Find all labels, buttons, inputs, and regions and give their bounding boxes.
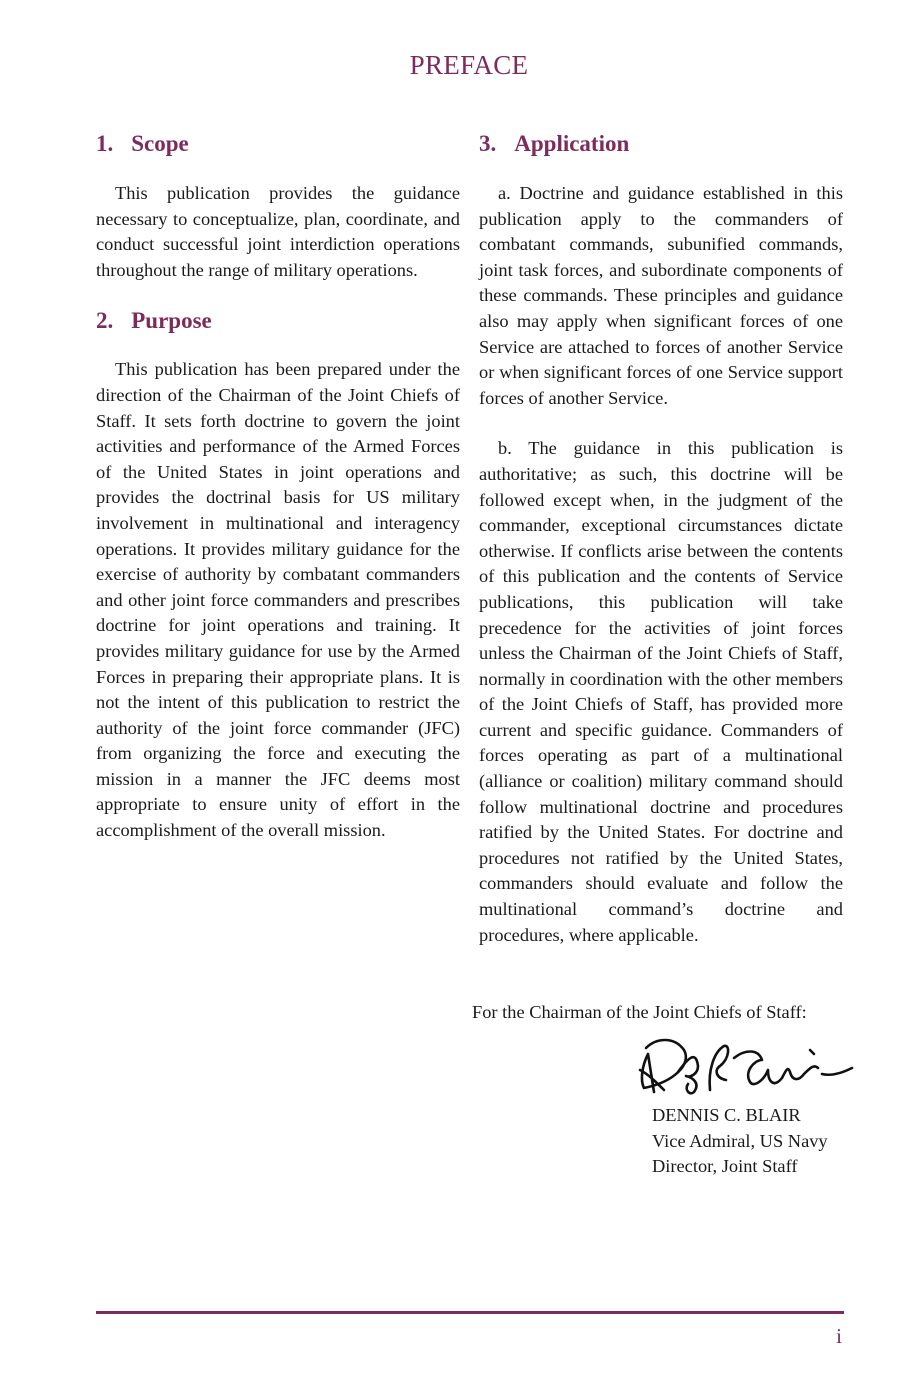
application-paragraph-a: a. Doctrine and guidance established in this publication apply to the commanders of combatant commands, subunified commands, joint task forces, and subordinate components of these commands. These principles and guidance also may apply when significant forces of one Service are attached to forces of another Service or when significant forces of one Service support forces of another Service. xyxy=(479,183,843,408)
right-column xyxy=(479,128,843,948)
scope-title: Scope xyxy=(131,131,189,156)
signature-block xyxy=(652,1103,828,1180)
scope-number: 1. xyxy=(96,131,114,156)
purpose-title: Purpose xyxy=(131,308,212,334)
handwritten-signature xyxy=(634,1030,858,1104)
purpose-number: 2. xyxy=(96,308,114,334)
purpose-heading xyxy=(96,305,460,337)
signoff-line: For the Chairman of the Joint Chiefs of Staff: xyxy=(472,1002,807,1022)
scope-paragraph: This publication provides the guidance necessary to conceptualize, plan, coordinate, and conduct successful joint interdiction operations throughout the range of military operations. xyxy=(96,183,460,280)
left-column xyxy=(96,128,460,844)
purpose-paragraph: This publication has been prepared under the direction of the Chairman of the Joint Chiefs of Staff. It sets forth doctrine to govern the joint activities and performance of the Armed Forces of the United States in joint operations and provides the doctrinal basis for US military involvement in multinational and interagency operations. It provides military guidance for the exercise of authority by combatant commanders and other joint force commanders and prescribes doctrine for joint operations and training. It provides military guidance for use by the Armed Forces in preparing their appropriate plans. It is not the intent of this publication to restrict the authority of the joint force commander (JFC) from organizing the force and executing the mission in a manner the JFC deems most appropriate to ensure unity of effort in the accomplishment of the overall mission. xyxy=(96,359,460,841)
signer-rank: Vice Admiral, US Navy xyxy=(652,1130,828,1151)
application-heading xyxy=(479,128,843,160)
signer-position: Director, Joint Staff xyxy=(652,1156,798,1177)
page-number: i xyxy=(836,1324,842,1348)
footer-rule xyxy=(96,1311,844,1314)
application-paragraph-b: b. The guidance in this publication is authoritative; as such, this doctrine will be followed except when, in the judgment of the commander, exceptional circumstances dictate otherwise. If conflicts arise between the contents of this publication and the contents of Service publications, this publication will take precedence for the activities of joint forces unless the Chairman of the Joint Chiefs of Staff, normally in coordination with the other members of the Joint Chiefs of Staff, has provided more current and specific guidance. Commanders of forces operating as part of a multinational (alliance or coalition) military command should follow multinational doctrine and procedures ratified by the United States. For doctrine and procedures not ratified by the United States, commanders should evaluate and follow the multinational command’s doctrine and procedures, where applicable. xyxy=(479,438,843,945)
application-number: 3. xyxy=(479,131,497,156)
application-title: Application xyxy=(514,131,630,156)
page-title: PREFACE xyxy=(409,50,529,80)
scope-heading xyxy=(96,128,460,160)
signer-name: DENNIS C. BLAIR xyxy=(652,1105,801,1125)
